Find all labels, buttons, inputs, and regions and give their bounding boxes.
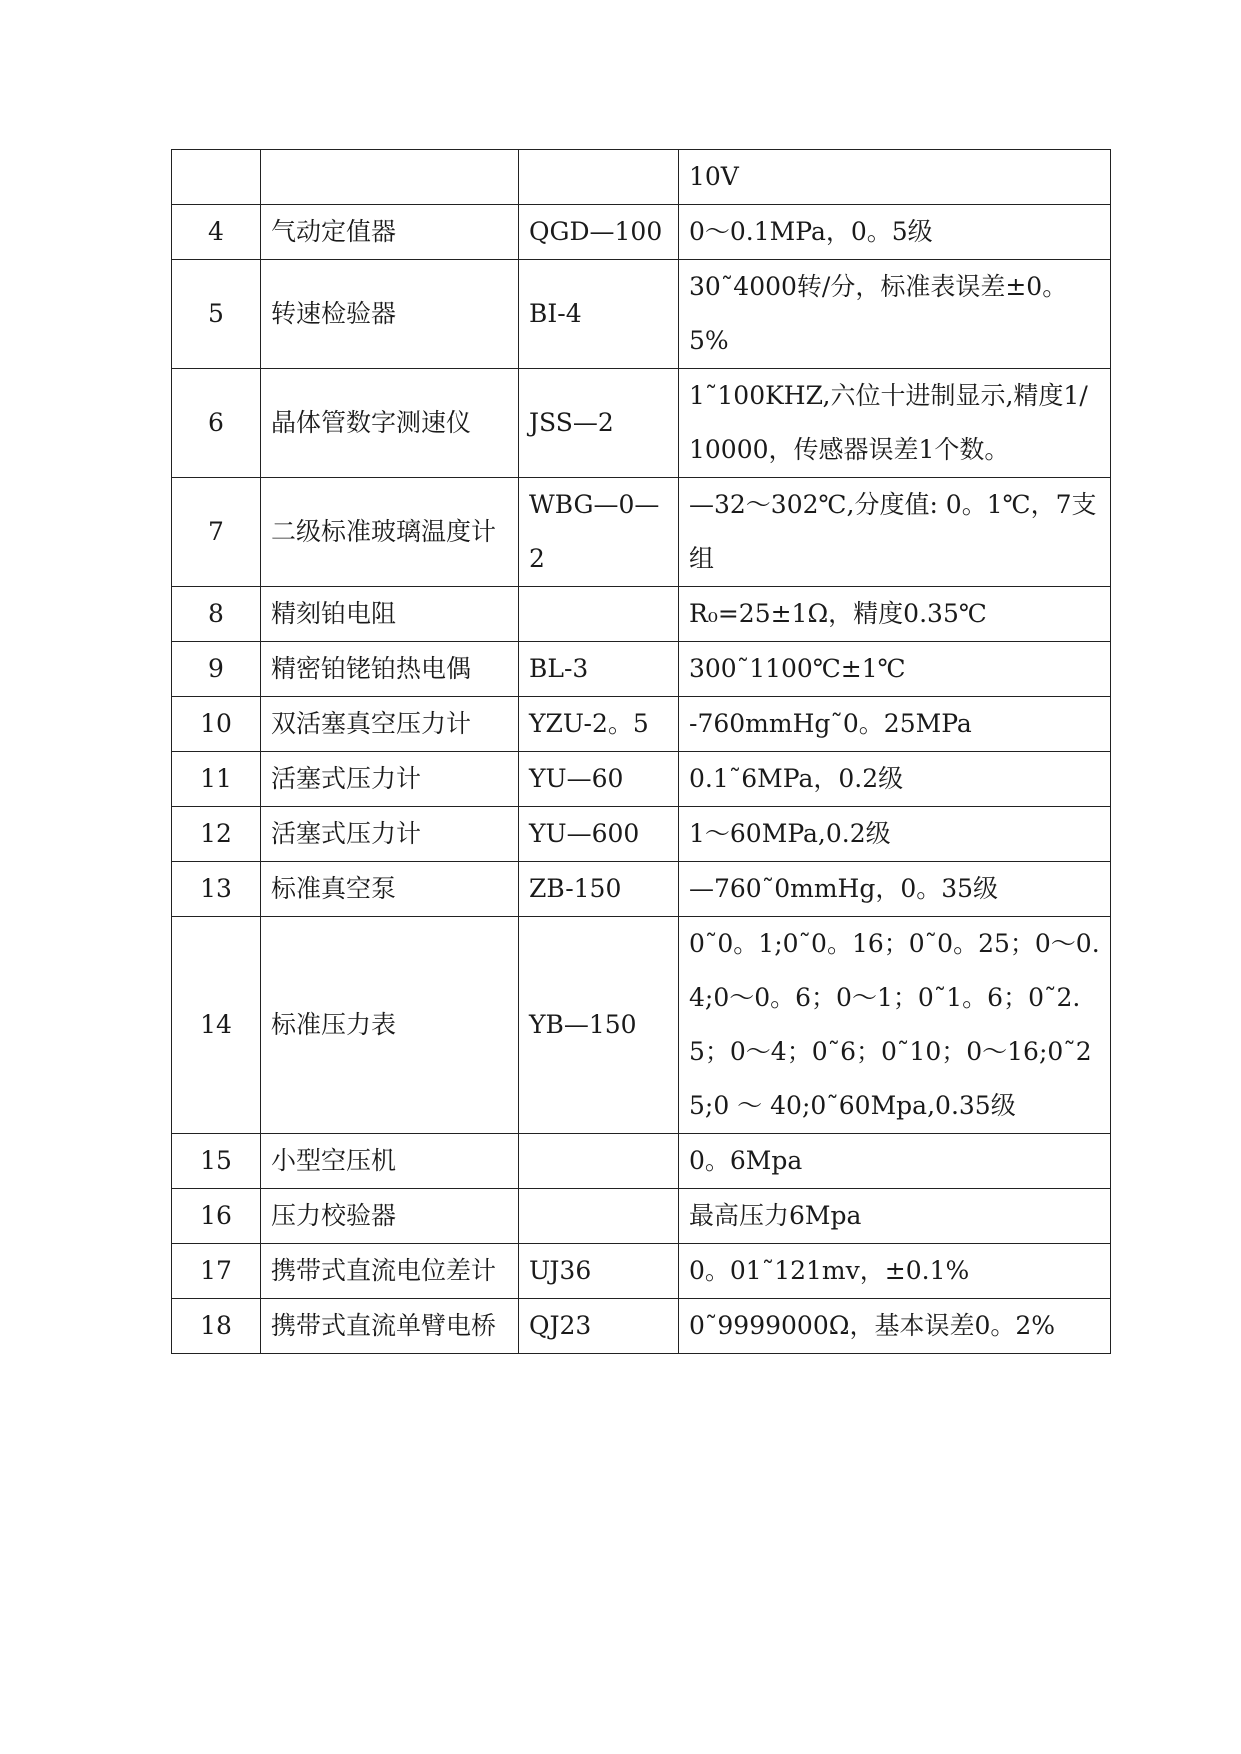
cell-model: WBG—0—2 bbox=[519, 478, 679, 587]
cell-model: UJ36 bbox=[519, 1244, 679, 1299]
cell-no: 14 bbox=[172, 917, 261, 1134]
cell-model: ZB-150 bbox=[519, 862, 679, 917]
cell-name: 压力校验器 bbox=[261, 1189, 519, 1244]
cell-spec: 0。01˜121mv，±0.1% bbox=[679, 1244, 1111, 1299]
table-row bbox=[172, 1189, 1111, 1244]
cell-name: 双活塞真空压力计 bbox=[261, 697, 519, 752]
cell-name: 转速检验器 bbox=[261, 260, 519, 369]
cell-spec: 0˜9999000Ω，基本误差0。2% bbox=[679, 1299, 1111, 1354]
cell-no: 6 bbox=[172, 369, 261, 478]
cell-model: YU—600 bbox=[519, 807, 679, 862]
cell-name: 活塞式压力计 bbox=[261, 807, 519, 862]
cell-model bbox=[519, 587, 679, 642]
cell-spec: 30˜4000转/分，标准表误差±0。5% bbox=[679, 260, 1111, 369]
table-row bbox=[172, 205, 1111, 260]
cell-no: 8 bbox=[172, 587, 261, 642]
cell-model bbox=[519, 1134, 679, 1189]
cell-spec: —32～302℃,分度值: 0。1℃，7支组 bbox=[679, 478, 1111, 587]
table-row bbox=[172, 587, 1111, 642]
table-row bbox=[172, 369, 1111, 478]
cell-spec: 1～60MPa,0.2级 bbox=[679, 807, 1111, 862]
cell-spec: 0～0.1MPa，0。5级 bbox=[679, 205, 1111, 260]
cell-name: 携带式直流电位差计 bbox=[261, 1244, 519, 1299]
cell-spec: 最高压力6Mpa bbox=[679, 1189, 1111, 1244]
table-row-continuation bbox=[172, 150, 1111, 205]
cell-no: 16 bbox=[172, 1189, 261, 1244]
table-row bbox=[172, 862, 1111, 917]
cell-model: BL-3 bbox=[519, 642, 679, 697]
cell-no: 17 bbox=[172, 1244, 261, 1299]
cell-no: 7 bbox=[172, 478, 261, 587]
cell-no: 15 bbox=[172, 1134, 261, 1189]
table-row bbox=[172, 1244, 1111, 1299]
cell-no: 12 bbox=[172, 807, 261, 862]
table-row bbox=[172, 642, 1111, 697]
cell-spec: 0˜0。1;0˜0。16；0˜0。25；0～0.4;0～0。6；0～1；0˜1。6；0˜2.5；0～4；0˜6；0˜10；0～16;0˜25;0 ～ 40;0˜60Mpa,0.35级 bbox=[679, 917, 1111, 1134]
cell-name: 标准真空泵 bbox=[261, 862, 519, 917]
cell-model: YB—150 bbox=[519, 917, 679, 1134]
cell-model: JSS—2 bbox=[519, 369, 679, 478]
table-row bbox=[172, 260, 1111, 369]
table-row bbox=[172, 478, 1111, 587]
cell-model bbox=[519, 1189, 679, 1244]
cell-name bbox=[261, 150, 519, 205]
table-row bbox=[172, 1134, 1111, 1189]
cell-name: 晶体管数字测速仪 bbox=[261, 369, 519, 478]
cell-spec: -760mmHg˜0。25MPa bbox=[679, 697, 1111, 752]
cell-spec: 0.1˜6MPa，0.2级 bbox=[679, 752, 1111, 807]
equipment-table bbox=[171, 149, 1111, 1354]
cell-model: YZU-2。5 bbox=[519, 697, 679, 752]
cell-spec: R₀=25±1Ω，精度0.35℃ bbox=[679, 587, 1111, 642]
cell-name: 二级标准玻璃温度计 bbox=[261, 478, 519, 587]
cell-spec: 1˜100KHZ,六位十进制显示,精度1/10000，传感器误差1个数。 bbox=[679, 369, 1111, 478]
cell-name: 气动定值器 bbox=[261, 205, 519, 260]
cell-name: 活塞式压力计 bbox=[261, 752, 519, 807]
cell-no: 10 bbox=[172, 697, 261, 752]
cell-no: 13 bbox=[172, 862, 261, 917]
table-body bbox=[172, 150, 1111, 1354]
cell-name: 精刻铂电阻 bbox=[261, 587, 519, 642]
cell-model: QJ23 bbox=[519, 1299, 679, 1354]
cell-no: 4 bbox=[172, 205, 261, 260]
cell-name: 精密铂铑铂热电偶 bbox=[261, 642, 519, 697]
cell-no: 11 bbox=[172, 752, 261, 807]
cell-no bbox=[172, 150, 261, 205]
cell-spec: 300˜1100℃±1℃ bbox=[679, 642, 1111, 697]
cell-name: 小型空压机 bbox=[261, 1134, 519, 1189]
cell-no: 18 bbox=[172, 1299, 261, 1354]
table-row bbox=[172, 697, 1111, 752]
table-row bbox=[172, 807, 1111, 862]
cell-no: 9 bbox=[172, 642, 261, 697]
cell-no: 5 bbox=[172, 260, 261, 369]
cell-model: QGD—100 bbox=[519, 205, 679, 260]
table-row bbox=[172, 1299, 1111, 1354]
cell-model: YU—60 bbox=[519, 752, 679, 807]
cell-model bbox=[519, 150, 679, 205]
table-row bbox=[172, 752, 1111, 807]
cell-name: 携带式直流单臂电桥 bbox=[261, 1299, 519, 1354]
cell-spec: 0。6Mpa bbox=[679, 1134, 1111, 1189]
cell-spec: —760˜0mmHg，0。35级 bbox=[679, 862, 1111, 917]
cell-name: 标准压力表 bbox=[261, 917, 519, 1134]
cell-model: BI-4 bbox=[519, 260, 679, 369]
table-row bbox=[172, 917, 1111, 1134]
cell-spec: 10V bbox=[679, 150, 1111, 205]
